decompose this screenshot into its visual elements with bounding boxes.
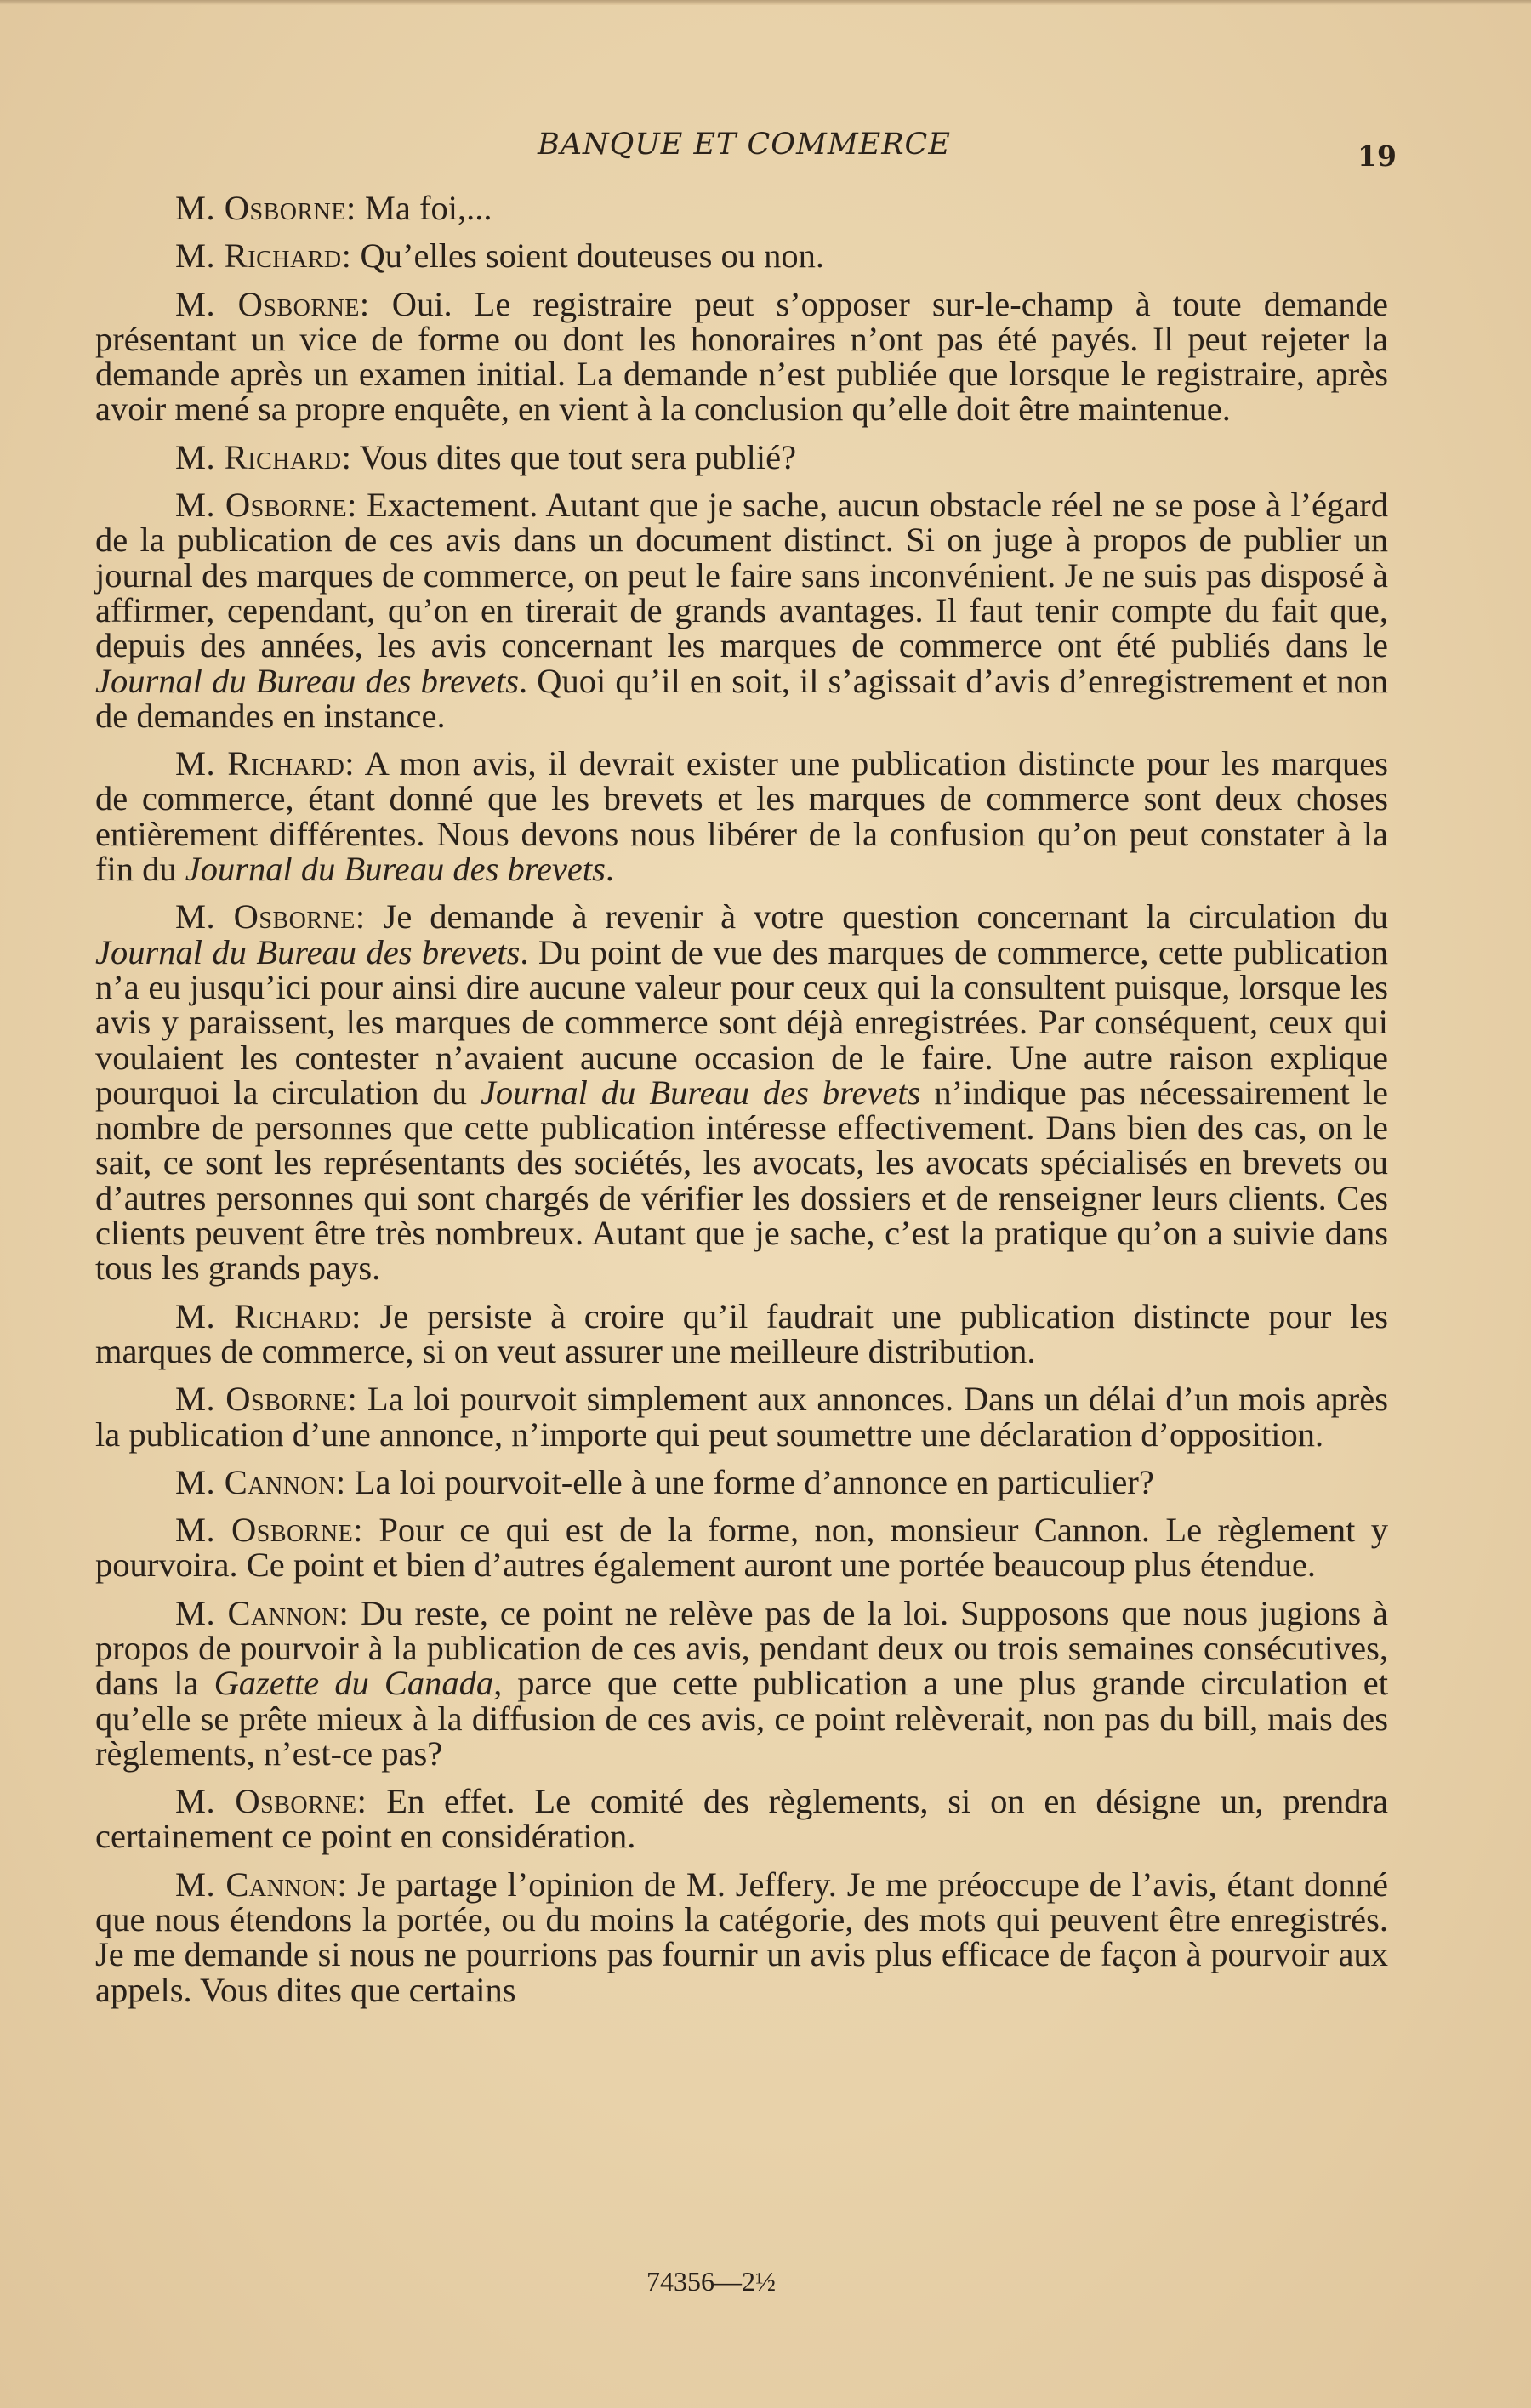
transcript-paragraph	[95, 1462, 1388, 1501]
printer-signature: 74356—2½	[646, 2266, 776, 2297]
speaker-name: M. Osborne:	[175, 1782, 367, 1821]
speaker-name: M. Cannon:	[175, 1593, 350, 1632]
page-number: 19	[1357, 139, 1397, 173]
speaker-name: M. Richard:	[175, 437, 352, 476]
speech-text: A mon avis, il devrait exister une publication distincte pour les marques de commerce, étant donné que les brevets et les marques de commerce sont deux choses entièrement différentes. Nous devons nous libérer de la confusion qu’on peut constater à la fin du	[95, 744, 1388, 889]
transcript-body	[95, 191, 1388, 2020]
speech-text: . Quoi qu’il en soit, il s’agissait d’avis d’enregistrement et non de demandes en instance.	[95, 661, 1388, 735]
speaker-name: M. Osborne:	[175, 1380, 358, 1419]
speaker-name: M. Richard:	[175, 1296, 361, 1335]
speech-text: Qu’elles soient douteuses ou non.	[351, 236, 825, 276]
page-top-edge	[0, 0, 1531, 5]
speech-text: Du reste, ce point ne relève pas de la loi. Supposons que nous jugions à propos de pourvoir à la publication de ces avis, pendant deux ou trois semaines consécutives, dans la	[95, 1593, 1388, 1703]
transcript-paragraph	[95, 1512, 1388, 1583]
speaker-name: M. Richard:	[175, 744, 356, 783]
transcript-paragraph	[95, 1864, 1388, 2009]
transcript-paragraph	[95, 437, 1388, 476]
speech-text: Je persiste à croire qu’il faudrait une publication distincte pour les marques de commerce, si on veut assurer une meilleure distribution.	[95, 1296, 1388, 1370]
transcript-paragraph	[95, 1784, 1388, 1854]
transcript-paragraph	[95, 191, 1388, 225]
transcript-paragraph	[95, 744, 1388, 889]
transcript-paragraph	[95, 487, 1388, 733]
transcript-paragraph	[95, 284, 1388, 429]
speaker-name: M. Cannon:	[175, 1462, 346, 1501]
italic-title: Journal du Bureau des brevets	[185, 850, 606, 889]
speaker-name: M. Richard:	[175, 236, 352, 276]
speech-text: Exactement. Autant que je sache, aucun obstacle réel ne se pose à l’égard de la publication de ces avis dans un document distinct. Si on juge à propos de publier un journal des marques de commerce, on peut le faire sans inconvénient. Je ne suis pas disposé à affirmer, cependant, qu’on en tirerait de grands avantages. Il faut tenir compte du fait que, depuis des années, les avis concernant les marques de commerce ont été publiés dans le	[95, 486, 1388, 665]
speaker-name: M. Osborne:	[175, 284, 370, 323]
transcript-paragraph	[95, 236, 1388, 276]
page-header	[0, 128, 1531, 179]
speaker-name: M. Osborne:	[175, 1511, 363, 1550]
speech-text: La loi pourvoit simplement aux annonces. Dans un délai d’un mois après la publication d’une annonce, n’importe qui peut soumettre une déclaration d’opposition.	[95, 1380, 1388, 1454]
italic-title: Gazette du Canada,	[213, 1664, 503, 1703]
speech-text: Je partage l’opinion de M. Jeffery. Je me préoccupe de l’avis, étant donné que nous étendons la portée, ou du moins la catégorie, des mots qui peuvent être enregistrés. Je me demande si nous ne pourrions pas fournir un avis plus efficace de façon à pourvoir aux appels. Vous dites que certains	[95, 1864, 1388, 2009]
italic-title: Journal du Bureau des brevets	[95, 661, 520, 700]
speech-text: Pour ce qui est de la forme, non, monsieur Cannon. Le règlement y pourvoira. Ce point et bien d’autres également auront une portée beaucoup plus étendue.	[95, 1511, 1388, 1585]
speaker-name: M. Osborne:	[175, 897, 366, 936]
italic-title: Journal du Bureau des brevets	[95, 932, 521, 971]
speech-text: n’indique pas nécessairement le nombre de personnes que cette publication intéresse effectivement. Dans bien des cas, on le sait, ce sont les représentants des sociétés, les avocats, les avocats spécialisés en brevets ou d’autres personnes qui sont chargés de vérifier les dossiers et de renseigner leurs clients. Ces clients peuvent être très nombreux. Autant que je sache, c’est la pratique qu’on a suivie dans tous les grands pays.	[95, 1073, 1388, 1288]
speaker-name: M. Cannon:	[175, 1864, 348, 1904]
speech-text: En effet. Le comité des règlements, si on en désigne un, prendra certainement ce point en considération.	[95, 1782, 1388, 1856]
speech-text: Ma foi,...	[356, 189, 492, 227]
running-head: BANQUE ET COMMERCE	[538, 128, 951, 162]
speech-text: .	[605, 850, 615, 889]
speech-text: La loi pourvoit-elle à une forme d’annonce en particulier?	[345, 1462, 1154, 1501]
speaker-name: M. Osborne:	[175, 486, 357, 525]
italic-title: Journal du Bureau des brevets	[480, 1073, 921, 1112]
speech-text: Je demande à revenir à votre question concernant la circulation du	[365, 897, 1388, 936]
speech-text: Vous dites que tout sera publié?	[351, 437, 797, 476]
speech-text: . Du point de vue des marques de commerce, cette publication n’a eu jusqu’ici pour ainsi dire aucune valeur pour ceux qui la consultent puisque, lorsque les avis y paraissent, les marques de commerce sont déjà enregistrées. Par conséquent, ceux qui voulaient les contester n’avaient aucune occasion de le faire. Une autre raison explique pourquoi la circulation du	[95, 932, 1389, 1112]
speech-text: Oui. Le registraire peut s’opposer sur-le-champ à toute demande présentant un vice de forme ou dont les honoraires n’ont pas été payés. Il peut rejeter la demande après un examen initial. La demande n’est publiée que lorsque le registraire, après avoir mené sa propre enquête, en vient à la conclusion qu’elle doit être maintenue.	[95, 284, 1388, 429]
speech-text: parce que cette publication a une plus grande circulation et qu’elle se prête mieux à la diffusion de ces avis, ce point relèverait, non pas du bill, mais des règlements, n’est-ce pas?	[95, 1664, 1388, 1773]
speaker-name: M. Osborne:	[175, 189, 356, 227]
transcript-paragraph	[95, 1593, 1388, 1773]
transcript-paragraph	[95, 1296, 1388, 1370]
transcript-paragraph	[95, 897, 1389, 1288]
transcript-paragraph	[95, 1381, 1388, 1452]
